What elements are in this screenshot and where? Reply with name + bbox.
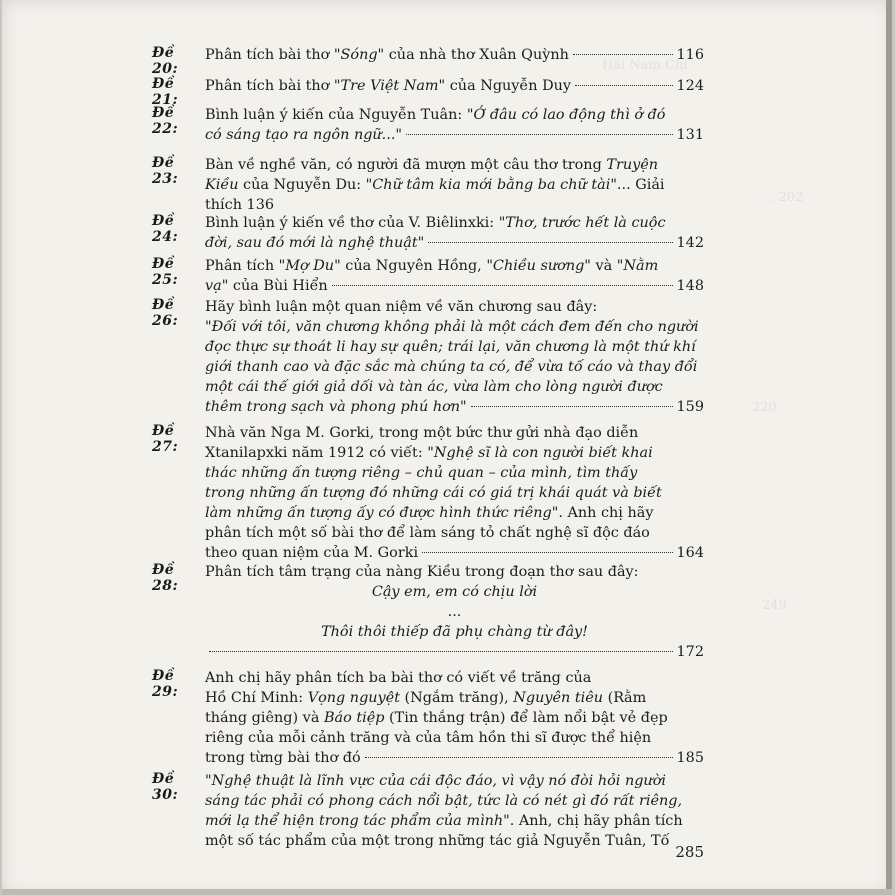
line-text: [205, 215, 666, 231]
line-text: [448, 604, 462, 620]
entry-text: [205, 155, 704, 215]
text-segment: thích 136: [205, 197, 275, 213]
line-text: [321, 624, 588, 640]
line-text: [205, 445, 653, 461]
italic-segment: Cậy em, em có chịu lời: [371, 584, 538, 600]
line-text: [372, 584, 537, 600]
entry-text: [205, 423, 704, 563]
entry-page-number: 148: [676, 278, 704, 294]
entry-number: Đề 22:: [152, 105, 179, 137]
italic-segment: vạ": [205, 278, 229, 294]
entry-page-number: 185: [676, 750, 704, 766]
entry-line: [205, 543, 704, 563]
entry-line: [205, 125, 704, 145]
entry-line: [205, 748, 704, 768]
entry-text: [205, 105, 704, 145]
line-text: [205, 543, 418, 563]
dot-leader: [471, 406, 673, 407]
bleed-through-text: 220: [752, 400, 777, 415]
text-segment: và: [590, 258, 617, 274]
entry-text: [205, 45, 704, 65]
entry-number: Đề 26:: [152, 297, 179, 329]
italic-segment: "Ở đâu có lao động thì ở đó: [466, 107, 666, 123]
line-text: [205, 76, 571, 96]
book-page: [2, 0, 892, 895]
entry-line: [205, 503, 704, 523]
italic-segment: Thôi thôi thiếp đã phụ chàng từ đây!: [321, 624, 588, 640]
entry-text: [205, 213, 704, 253]
entry-line: [205, 562, 704, 582]
italic-segment: trong những ấn tượng đó những cái có giá trị khái quát và biết: [205, 485, 662, 501]
entry-line: [205, 831, 704, 851]
entry-line: [205, 297, 704, 317]
entry-line: [205, 602, 704, 622]
text-segment: của nhà thơ Xuân Quỳnh: [384, 47, 569, 63]
dot-leader: [422, 552, 672, 553]
italic-segment: "Nghệ thuật là lĩnh vực của cái độc đáo, vì vậy nó đòi hỏi người: [205, 773, 666, 789]
line-text: [205, 177, 665, 193]
text-segment: tháng giêng) và: [205, 710, 324, 726]
page-bottom-edge: [2, 889, 892, 895]
italic-segment: "Nằm: [616, 258, 659, 274]
italic-segment: Chữ tâm kia mới bằng ba chữ tài: [372, 177, 611, 193]
entry-line: [205, 443, 704, 463]
dot-leader: [406, 134, 673, 135]
line-text: [205, 730, 651, 746]
dot-leader: [575, 85, 672, 86]
line-text: [205, 485, 662, 501]
entry-page-number: 172: [676, 644, 704, 660]
text-segment: (Rằm: [603, 690, 647, 706]
line-text: [205, 157, 658, 173]
entry-line: [205, 397, 704, 417]
entry-line: [205, 811, 704, 831]
dot-leader: [573, 54, 673, 55]
text-segment: của Bùi Hiển: [228, 278, 328, 294]
italic-segment: làm những ấn tượng ấy có được hình thức riêng": [205, 505, 559, 521]
text-segment: một số tác phẩm của một trong những tác giả Nguyễn Tuân, Tố: [205, 833, 670, 849]
text-segment: Phân tích bài thơ: [205, 47, 334, 63]
italic-segment: giới thanh cao và đặc sắc mà chúng ta có, để vừa tố cáo và thay đổi: [205, 359, 698, 375]
italic-segment: Kiều: [205, 177, 239, 193]
italic-segment: thác những ấn tượng riêng – chủ quan – của mình, tìm thấy: [205, 465, 638, 481]
text-segment: của Nguyên Hồng,: [340, 258, 487, 274]
italic-segment: mới lạ thể hiện trong tác phẩm của mình": [205, 813, 510, 829]
italic-segment: sáng tác phải có phong cách nổi bật, tức là có nét gì đó rất riêng,: [205, 793, 683, 809]
line-text: [205, 397, 467, 417]
line-text: [205, 197, 274, 213]
entry-line: [205, 791, 704, 811]
entry-line: [205, 622, 704, 642]
line-text: [205, 276, 328, 296]
entry-line: [205, 105, 704, 125]
text-segment: Bình luận ý kiến về thơ của V. Biêlinxki:: [205, 215, 499, 231]
text-segment: . Anh, chị hãy phân tích: [509, 813, 683, 829]
page-edge: [886, 0, 892, 895]
dot-leader: [332, 285, 673, 286]
text-segment: Bình luận ý kiến của Nguyễn Tuân:: [205, 107, 467, 123]
italic-segment: đọc thực sự thoát li hay sự quên; trái lại, văn chương là một thứ khí: [205, 339, 696, 355]
entry-line: [205, 463, 704, 483]
entry-line: [205, 582, 704, 602]
text-segment: phân tích một số bài thơ để làm sáng tỏ chất nghệ sĩ độc đáo: [205, 525, 650, 541]
entry-line: [205, 45, 704, 65]
line-text: [205, 465, 637, 481]
italic-segment: "Đối với tôi, văn chương không phải là một cách đem đến cho người: [205, 319, 699, 335]
text-segment: . Anh chị hãy: [558, 505, 654, 521]
text-segment: Phân tích bài thơ: [205, 78, 334, 94]
entry-line: [205, 175, 704, 195]
line-text: [205, 425, 638, 441]
text-segment: "... Giải: [610, 177, 665, 193]
entry-number: Đề 24:: [152, 213, 179, 245]
text-segment: (Tin thắng trận) để làm nổi bật vẻ đẹp: [384, 710, 668, 726]
entry-number: Đề 25:: [152, 256, 179, 288]
line-text: [205, 107, 665, 123]
entry-number: Đề 23:: [152, 155, 179, 187]
entry-number: Đề 29:: [152, 668, 179, 700]
entry-line: [205, 688, 704, 708]
italic-segment: có sáng tạo ra ngôn ngữ...": [205, 127, 403, 143]
line-text: [205, 45, 569, 65]
entry-number: Đề 28:: [152, 562, 179, 594]
entry-text: [205, 76, 704, 96]
line-text: [205, 748, 361, 768]
entry-text: [205, 668, 704, 768]
italic-segment: Báo tiệp: [323, 710, 385, 726]
entry-line: [205, 708, 704, 728]
italic-segment: Vọng nguyệt: [307, 690, 400, 706]
italic-segment: Truyện: [606, 157, 659, 173]
line-text: [205, 505, 653, 521]
text-segment: Bàn về nghề văn, có người đã mượn một câu thơ trong: [205, 157, 607, 173]
bleed-through-text: 249: [762, 598, 787, 613]
entry-line: [205, 668, 704, 688]
entry-page-number: 131: [676, 127, 704, 143]
entry-line: [205, 771, 704, 791]
dot-leader: [209, 651, 673, 652]
line-text: [205, 813, 683, 829]
bleed-through-text: Hãi Nam Chi: [602, 58, 688, 73]
entry-page-number: 159: [676, 399, 704, 415]
entry-number: Đề 20:: [152, 45, 179, 77]
entry-line: [205, 233, 704, 253]
line-text: [205, 525, 650, 541]
text-segment: trong từng bài thơ đó: [205, 750, 361, 766]
line-text: [205, 339, 696, 355]
entry-line: [205, 256, 704, 276]
entry-number: Đề 21:: [152, 76, 179, 108]
italic-segment: "Thơ, trước hết là cuộc: [498, 215, 666, 231]
text-segment: ...: [447, 604, 462, 620]
italic-segment: đời, sau đó mới là nghệ thuật": [205, 235, 425, 251]
entry-text: [205, 562, 704, 662]
line-text: [205, 299, 597, 315]
entry-line: [205, 523, 704, 543]
italic-segment: "Nghệ sĩ là con người biết khai: [427, 445, 653, 461]
entry-page-number: 142: [676, 235, 704, 251]
line-text: [205, 710, 668, 726]
entry-line: [205, 337, 704, 357]
line-text: [205, 233, 424, 253]
entry-line: [205, 317, 704, 337]
italic-segment: "Chiều sương": [486, 258, 591, 274]
text-segment: Nhà văn Nga M. Gorki, trong một bức thư gửi nhà đạo diễn: [205, 425, 639, 441]
entry-line: [205, 276, 704, 296]
line-text: [205, 690, 646, 706]
text-segment: của Nguyễn Du: ": [238, 177, 373, 193]
entry-line: [205, 483, 704, 503]
entry-line: [205, 377, 704, 397]
italic-segment: một cái thế giới giả dối và tàn ác, vừa làm cho lòng người được: [205, 379, 663, 395]
line-text: [205, 258, 658, 274]
dot-leader: [365, 757, 673, 758]
entry-line: [205, 155, 704, 175]
text-segment: (Ngắm trăng),: [399, 690, 514, 706]
text-segment: Hãy bình luận một quan niệm về văn chương sau đây:: [205, 299, 598, 315]
entry-line: [205, 195, 704, 215]
text-segment: Xtanilapxki năm 1912 có viết:: [205, 445, 428, 461]
line-text: [205, 773, 666, 789]
entry-line: [205, 642, 704, 662]
italic-segment: "Tre Việt Nam": [333, 78, 446, 94]
line-text: [205, 793, 682, 809]
line-text: [205, 833, 669, 849]
entry-page-number: 124: [676, 78, 704, 94]
entry-line: [205, 76, 704, 96]
text-segment: của Nguyễn Duy: [445, 78, 572, 94]
entry-line: [205, 423, 704, 443]
text-segment: Hồ Chí Minh:: [205, 690, 308, 706]
entry-text: [205, 771, 704, 851]
line-text: [205, 379, 663, 395]
entry-page-number: 116: [676, 47, 704, 63]
entry-text: [205, 297, 704, 417]
italic-segment: thêm trong sạch và phong phú hơn": [205, 399, 467, 415]
entry-page-number: 164: [676, 545, 704, 561]
entry-line: [205, 728, 704, 748]
dot-leader: [428, 242, 672, 243]
line-text: [205, 319, 699, 335]
entry-text: [205, 256, 704, 296]
text-segment: riêng của mỗi cảnh trăng và của tâm hồn thi sĩ được thể hiện: [205, 730, 652, 746]
entry-number: Đề 30:: [152, 771, 179, 803]
line-text: [205, 125, 402, 145]
text-segment: Phân tích: [205, 258, 279, 274]
line-text: [205, 670, 591, 686]
text-segment: Anh chị hãy phân tích ba bài thơ có viết về trăng của: [205, 670, 592, 686]
bleed-through-text: ... 202: [762, 190, 804, 205]
page-number: 285: [675, 843, 704, 861]
italic-segment: Nguyên tiêu: [513, 690, 603, 706]
entry-line: [205, 213, 704, 233]
text-segment: theo quan niệm của M. Gorki: [205, 545, 419, 561]
text-segment: Phân tích tâm trạng của nàng Kiều trong đoạn thơ sau đây:: [205, 564, 639, 580]
italic-segment: "Sóng": [333, 47, 385, 63]
entry-number: Đề 27:: [152, 423, 179, 455]
italic-segment: "Mợ Du": [278, 258, 341, 274]
entry-line: [205, 357, 704, 377]
line-text: [205, 564, 639, 580]
line-text: [205, 359, 697, 375]
